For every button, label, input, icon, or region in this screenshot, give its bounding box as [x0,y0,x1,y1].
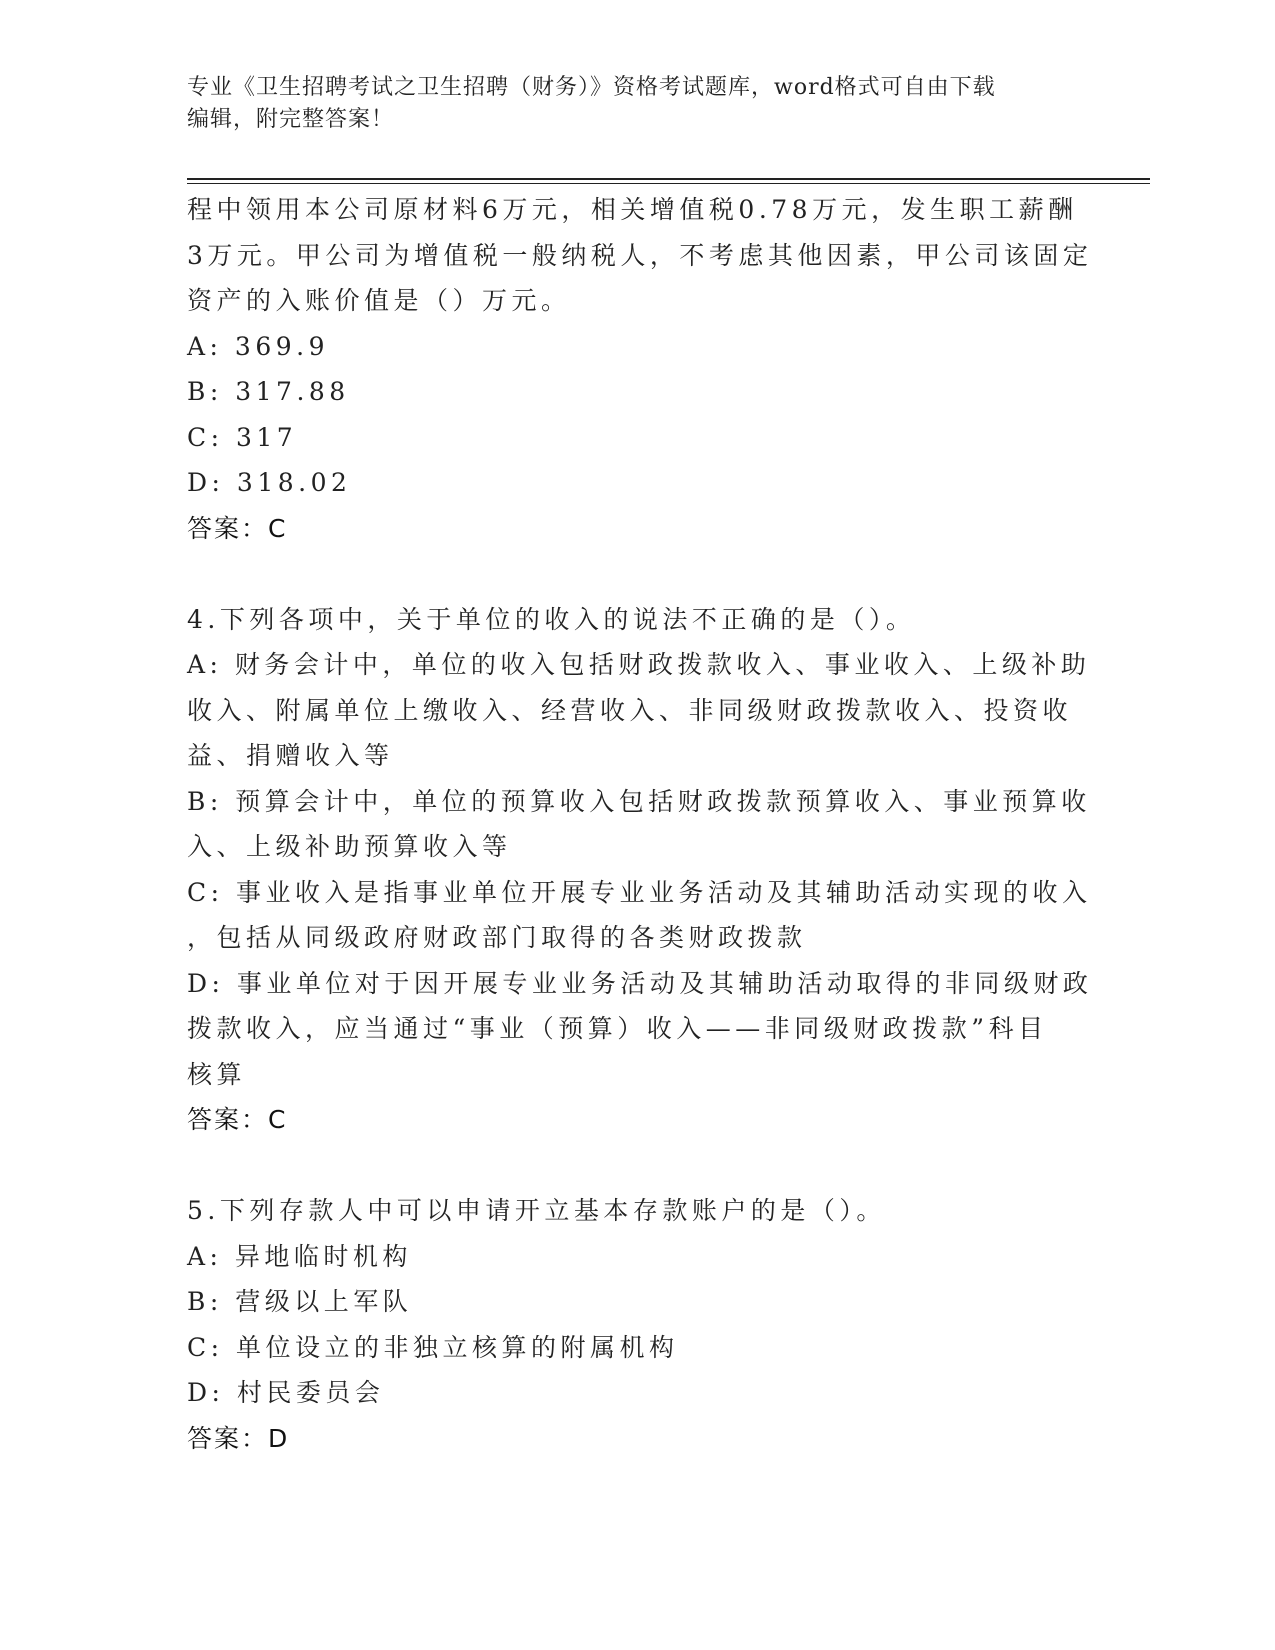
option-c: C: 单位设立的非独立核算的附属机构 [187,1332,679,1362]
header-line-2: 编辑，附完整答案！ [187,107,395,132]
question-stem-line: 程中领用本公司原材料6万元，相关增值税0.78万元，发生职工薪酬 [187,195,1078,224]
option-b-line: B: 预算会计中，单位的预算收入包括财政拨款预算收入、事业预算收 [187,786,1091,816]
option-d: D: 318.02 [187,468,352,497]
option-b-line: 入、上级补助预算收入等 [187,832,512,861]
option-b: B: 317.88 [187,377,350,406]
option-d-line: 拨款收入，应当通过“事业（预算）收入——非同级财政拨款”科目 [187,1014,1048,1043]
answer: 答案：C [187,513,288,543]
option-a-line: A: 财务会计中，单位的收入包括财政拨款收入、事业收入、上级补助 [187,650,1091,679]
document-header [187,72,1077,136]
question-3 [187,187,1093,551]
answer: 答案：C [187,1105,288,1134]
question-content [187,187,1093,1461]
spacer [187,1143,1087,1189]
header-line-1: 专业《卫生招聘考试之卫生招聘（财务）》资格考试题库，word格式可自由下载 [187,75,996,100]
option-c-line: C: 事业收入是指事业单位开展专业业务活动及其辅助活动实现的收入 [187,877,1092,907]
option-a-line: 益、捐赠收入等 [187,741,394,770]
option-d-line: 核算 [187,1059,247,1089]
question-stem-line: 3万元。甲公司为增值税一般纳税人，不考虑其他因素，甲公司该固定 [187,240,1093,270]
option-d-line: D: 事业单位对于因开展专业业务活动及其辅助活动取得的非同级财政 [187,968,1093,998]
question-stem-line: 资产的入账价值是（）万元。 [187,286,571,315]
option-c: C: 317 [187,422,298,452]
header-divider-thin [187,183,1150,184]
header-divider-thick [187,178,1150,180]
option-a: A: 369.9 [187,331,329,361]
question-5 [187,1188,1087,1461]
question-stem: 4.下列各项中，关于单位的收入的说法不正确的是（）。 [187,604,916,634]
option-a-line: 收入、附属单位上缴收入、经营收入、非同级财政拨款收入、投资收 [187,695,1073,725]
option-b: B: 营级以上军队 [187,1287,413,1316]
spacer [187,551,1087,597]
option-a: A: 异地临时机构 [187,1241,412,1271]
option-c-line: ，包括从同级政府财政部门取得的各类财政拨款 [187,923,807,952]
answer: 答案：D [187,1423,290,1453]
option-d: D: 村民委员会 [187,1378,385,1407]
question-stem: 5.下列存款人中可以申请开立基本存款账户的是（）。 [187,1196,886,1225]
question-4 [187,597,1093,1143]
